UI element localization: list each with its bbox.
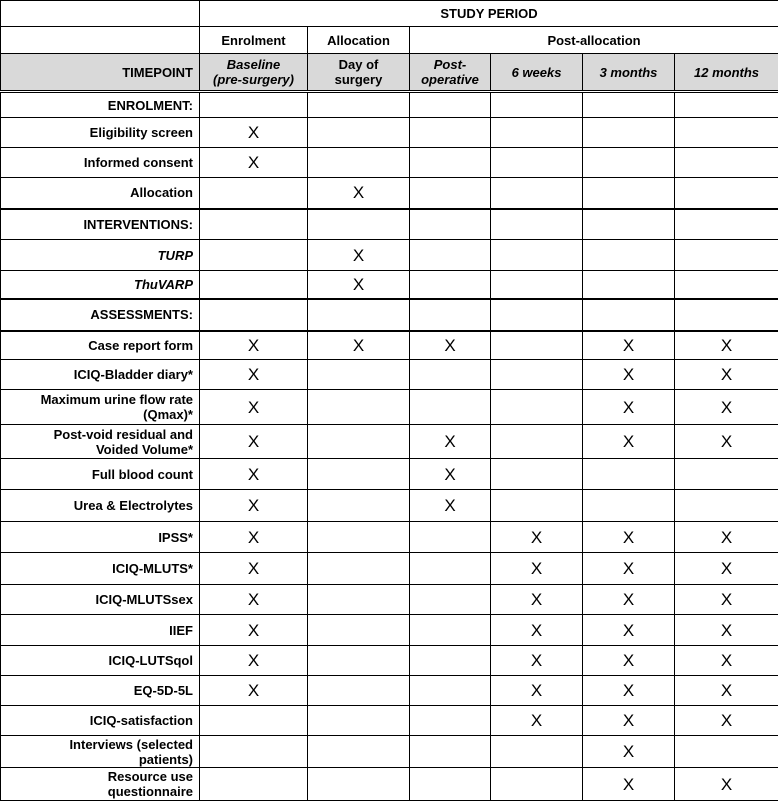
mark-cell: [200, 240, 308, 271]
table-row: [1, 459, 778, 490]
row-label: [1, 331, 200, 360]
mark-cell: [491, 178, 583, 209]
mark-cell: X: [200, 118, 308, 148]
row-label: [1, 425, 200, 459]
table-row: [1, 92, 778, 118]
mark-cell: X: [200, 390, 308, 425]
mark-cell: X: [583, 706, 675, 736]
row-label-line: Eligibility screen: [89, 125, 193, 140]
row-label-line: questionnaire: [107, 784, 193, 799]
mark-cell: [200, 299, 308, 331]
mark-cell: [675, 178, 778, 209]
mark-cell: [675, 459, 778, 490]
timepoint-label: TIMEPOINT: [1, 54, 200, 92]
mark-cell: [675, 209, 778, 240]
table-row: [1, 271, 778, 299]
mark-cell: X: [675, 706, 778, 736]
mark-cell: [308, 768, 410, 801]
row-label-line: ASSESSMENTS:: [90, 307, 193, 322]
row-label: [1, 676, 200, 706]
timepoint-day-of-surgery: Day of surgery: [308, 54, 410, 92]
mark-cell: [308, 676, 410, 706]
table-row: [1, 706, 778, 736]
row-label: [1, 615, 200, 646]
row-label-line: Resource use: [107, 769, 193, 784]
row-label: [1, 490, 200, 522]
row-label-line: ThuVARP: [134, 276, 193, 292]
mark-cell: X: [200, 331, 308, 360]
row-label-line: EQ-5D-5L: [133, 683, 193, 698]
table-row: [1, 615, 778, 646]
mark-cell: X: [308, 331, 410, 360]
mark-cell: X: [675, 331, 778, 360]
mark-cell: X: [675, 646, 778, 676]
mark-cell: X: [675, 522, 778, 553]
table-row: [1, 553, 778, 585]
mark-cell: [583, 209, 675, 240]
row-label: [1, 459, 200, 490]
mark-cell: [583, 118, 675, 148]
mark-cell: X: [675, 585, 778, 615]
mark-cell: [491, 92, 583, 118]
header-row-timepoints: [1, 54, 778, 92]
mark-cell: [410, 676, 491, 706]
mark-cell: [583, 299, 675, 331]
mark-cell: [583, 148, 675, 178]
mark-cell: X: [675, 360, 778, 390]
timepoint-12-months: 12 months: [675, 54, 778, 92]
mark-cell: [491, 299, 583, 331]
row-label: [1, 92, 200, 118]
table-row: [1, 209, 778, 240]
mark-cell: [410, 92, 491, 118]
row-label-line: ICIQ-MLUTS*: [112, 561, 193, 576]
mark-cell: [308, 615, 410, 646]
row-label-line: Informed consent: [83, 155, 193, 170]
row-label-line: ICIQ-LUTSqol: [108, 653, 193, 668]
mark-cell: [410, 178, 491, 209]
mark-cell: X: [200, 522, 308, 553]
mark-cell: X: [308, 178, 410, 209]
row-label: [1, 585, 200, 615]
mark-cell: X: [200, 490, 308, 522]
mark-cell: X: [491, 522, 583, 553]
header-row-study-period: [1, 1, 778, 27]
mark-cell: [410, 118, 491, 148]
row-label: [1, 209, 200, 240]
mark-cell: X: [583, 768, 675, 801]
mark-cell: [200, 271, 308, 299]
mark-cell: [200, 178, 308, 209]
mark-cell: [308, 706, 410, 736]
timepoint-3-months: 3 months: [583, 54, 675, 92]
mark-cell: [675, 736, 778, 768]
mark-cell: [491, 768, 583, 801]
mark-cell: X: [308, 271, 410, 299]
row-label-line: Full blood count: [91, 466, 193, 482]
mark-cell: X: [675, 676, 778, 706]
row-label-line: INTERVENTIONS:: [83, 216, 193, 232]
mark-cell: [583, 240, 675, 271]
row-label-line: TURP: [157, 247, 193, 263]
row-label-line: Post-void residual and: [53, 426, 193, 442]
row-label-line: Voided Volume*: [95, 441, 193, 457]
table-row: [1, 768, 778, 801]
mark-cell: [308, 459, 410, 490]
mark-cell: [308, 92, 410, 118]
mark-cell: [410, 736, 491, 768]
mark-cell: [583, 178, 675, 209]
mark-cell: X: [200, 148, 308, 178]
row-label-line: (Qmax)*: [143, 407, 193, 422]
mark-cell: [200, 736, 308, 768]
mark-cell: X: [583, 425, 675, 459]
mark-cell: [308, 736, 410, 768]
mark-cell: X: [583, 585, 675, 615]
mark-cell: [410, 360, 491, 390]
table-row: [1, 240, 778, 271]
row-label-line: patients): [138, 751, 193, 767]
mark-cell: [583, 459, 675, 490]
mark-cell: [410, 706, 491, 736]
mark-cell: [410, 148, 491, 178]
row-label: [1, 646, 200, 676]
row-label: [1, 360, 200, 390]
mark-cell: [491, 118, 583, 148]
table-row: [1, 490, 778, 522]
mark-cell: X: [583, 390, 675, 425]
row-label: [1, 178, 200, 209]
mark-cell: [410, 299, 491, 331]
mark-cell: X: [583, 736, 675, 768]
mark-cell: [491, 390, 583, 425]
mark-cell: X: [583, 553, 675, 585]
mark-cell: X: [200, 676, 308, 706]
mark-cell: [491, 425, 583, 459]
mark-cell: [410, 240, 491, 271]
row-label: [1, 148, 200, 178]
mark-cell: [308, 585, 410, 615]
table-row: [1, 646, 778, 676]
mark-cell: [583, 490, 675, 522]
mark-cell: [308, 390, 410, 425]
mark-cell: [491, 360, 583, 390]
mark-cell: [410, 553, 491, 585]
row-label-line: ICIQ-MLUTSsex: [95, 592, 193, 607]
mark-cell: [410, 768, 491, 801]
mark-cell: X: [675, 768, 778, 801]
mark-cell: X: [491, 706, 583, 736]
table-row: [1, 390, 778, 425]
mark-cell: [410, 271, 491, 299]
mark-cell: X: [410, 459, 491, 490]
table-row: [1, 676, 778, 706]
mark-cell: [410, 646, 491, 676]
row-label-line: Maximum urine flow rate: [40, 392, 193, 407]
mark-cell: X: [491, 676, 583, 706]
mark-cell: [675, 148, 778, 178]
mark-cell: [491, 331, 583, 360]
study-period-heading: STUDY PERIOD: [200, 1, 778, 27]
mark-cell: [491, 736, 583, 768]
row-label: [1, 706, 200, 736]
mark-cell: X: [491, 646, 583, 676]
mark-cell: X: [200, 425, 308, 459]
mark-cell: [410, 209, 491, 240]
row-label-line: IIEF: [169, 622, 193, 638]
mark-cell: X: [583, 615, 675, 646]
header-corner-cell: [1, 1, 200, 27]
table-row: [1, 425, 778, 459]
mark-cell: [308, 360, 410, 390]
group-enrolment: Enrolment: [200, 27, 308, 54]
mark-cell: [410, 390, 491, 425]
mark-cell: X: [308, 240, 410, 271]
mark-cell: X: [200, 615, 308, 646]
row-label-line: ENROLMENT:: [107, 97, 193, 113]
table-row: [1, 178, 778, 209]
row-label-line: ICIQ-Bladder diary*: [73, 367, 193, 382]
mark-cell: [675, 92, 778, 118]
row-label-line: Interviews (selected: [69, 736, 193, 752]
row-label-line: Case report form: [88, 337, 193, 353]
mark-cell: [491, 240, 583, 271]
row-label-line: Urea & Electrolytes: [73, 498, 193, 513]
mark-cell: X: [491, 615, 583, 646]
row-label: [1, 553, 200, 585]
mark-cell: X: [583, 522, 675, 553]
mark-cell: X: [675, 390, 778, 425]
mark-cell: [675, 118, 778, 148]
mark-cell: [200, 768, 308, 801]
mark-cell: X: [675, 425, 778, 459]
mark-cell: [308, 148, 410, 178]
mark-cell: [583, 271, 675, 299]
timepoint-post-operative: Post- operative: [410, 54, 491, 92]
mark-cell: [308, 553, 410, 585]
mark-cell: [491, 209, 583, 240]
mark-cell: [308, 646, 410, 676]
row-label: [1, 390, 200, 425]
row-label: [1, 522, 200, 553]
mark-cell: X: [491, 585, 583, 615]
group-allocation: Allocation: [308, 27, 410, 54]
mark-cell: [308, 522, 410, 553]
mark-cell: [491, 490, 583, 522]
mark-cell: [410, 522, 491, 553]
row-label-line: IPSS*: [158, 529, 193, 545]
group-post-allocation: Post-allocation: [410, 27, 778, 54]
mark-cell: [675, 490, 778, 522]
mark-cell: [675, 299, 778, 331]
table-row: [1, 331, 778, 360]
table-row: [1, 360, 778, 390]
mark-cell: X: [583, 360, 675, 390]
mark-cell: [675, 271, 778, 299]
row-label-line: Allocation: [130, 185, 193, 201]
mark-cell: X: [583, 331, 675, 360]
table-row: [1, 736, 778, 768]
row-label: [1, 271, 200, 299]
mark-cell: X: [675, 615, 778, 646]
row-label: [1, 736, 200, 768]
row-label: [1, 299, 200, 331]
mark-cell: [308, 118, 410, 148]
mark-cell: [491, 459, 583, 490]
mark-cell: X: [410, 331, 491, 360]
mark-cell: X: [200, 459, 308, 490]
row-label: [1, 768, 200, 801]
mark-cell: [410, 615, 491, 646]
mark-cell: X: [583, 676, 675, 706]
mark-cell: [491, 271, 583, 299]
header-corner-cell: [1, 27, 200, 54]
mark-cell: X: [410, 425, 491, 459]
table-row: [1, 585, 778, 615]
mark-cell: [200, 706, 308, 736]
timepoint-6-weeks: 6 weeks: [491, 54, 583, 92]
mark-cell: X: [583, 646, 675, 676]
mark-cell: [308, 299, 410, 331]
mark-cell: [200, 209, 308, 240]
table-row: [1, 522, 778, 553]
mark-cell: X: [200, 360, 308, 390]
mark-cell: [308, 490, 410, 522]
table-row: [1, 148, 778, 178]
mark-cell: [491, 148, 583, 178]
mark-cell: X: [200, 646, 308, 676]
row-label: [1, 118, 200, 148]
mark-cell: [410, 585, 491, 615]
mark-cell: [200, 92, 308, 118]
mark-cell: X: [410, 490, 491, 522]
table-row: [1, 299, 778, 331]
mark-cell: [583, 92, 675, 118]
mark-cell: [675, 240, 778, 271]
mark-cell: X: [200, 585, 308, 615]
header-row-groups: [1, 27, 778, 54]
table-row: [1, 118, 778, 148]
row-label: [1, 240, 200, 271]
timepoint-baseline: Baseline (pre-surgery): [200, 54, 308, 92]
mark-cell: [308, 425, 410, 459]
mark-cell: X: [675, 553, 778, 585]
mark-cell: [308, 209, 410, 240]
mark-cell: X: [491, 553, 583, 585]
row-label-line: ICIQ-satisfaction: [89, 713, 193, 728]
mark-cell: X: [200, 553, 308, 585]
